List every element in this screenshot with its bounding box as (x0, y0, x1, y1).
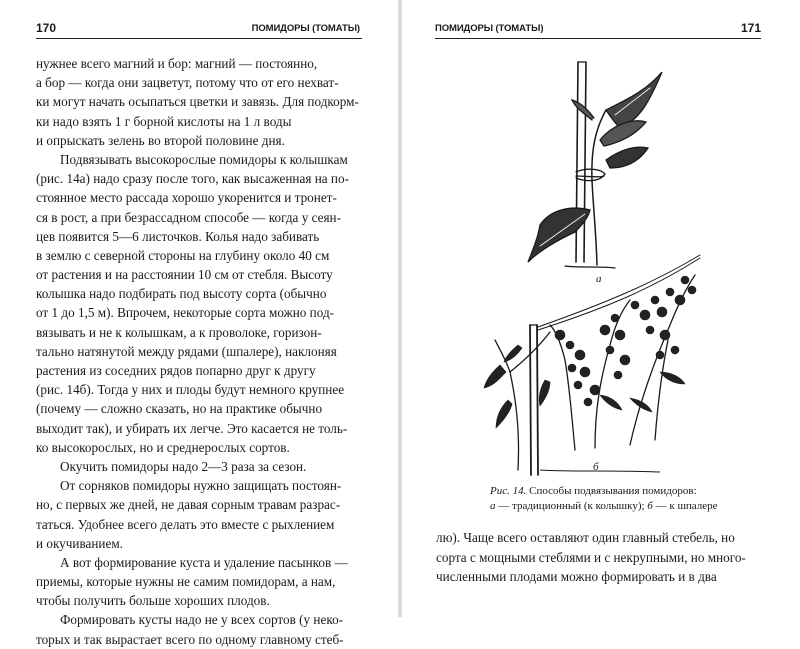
figure-caption (490, 484, 770, 514)
text-line: выходит так), и убирать их легче. Это касается не толь- (36, 420, 348, 436)
text-line: вязывать и не к колышкам, а к проволоке, горизон- (36, 324, 322, 340)
left-page-header (36, 22, 362, 39)
text-line: нужнее всего магний и бор: магний — постоянно, (36, 56, 318, 71)
text-line: лю). Чаще всего оставляют один главный стебель, но (436, 530, 735, 545)
figure-label-a: а (596, 273, 602, 285)
text-line: цев появится 5—6 листочков. Колья надо забивать (36, 228, 320, 244)
caption-title: Способы подвязывания помидоров: (529, 485, 697, 497)
caption-legend-line (490, 499, 770, 514)
caption-b-letter: б (647, 500, 653, 512)
text-line: Подвязывать высокорослые помидоры к колышкам (60, 151, 348, 167)
text-line: Окучить помидоры надо 2—3 раза за сезон. (60, 458, 307, 474)
figure-label-b: б (593, 461, 599, 473)
text-line: но, с первых же дней, не давая сорным травам разрас- (36, 497, 341, 513)
text-line: приемы, которые нужны не самим помидорам, а нам, (36, 574, 336, 590)
caption-b-text: — к шпалере (652, 500, 718, 512)
text-line: тально натянутой между рядами (шпалере), наклоняя (36, 343, 337, 359)
text-line: ко высокорослых, но и среднерослых сортов. (36, 439, 290, 455)
text-line: От сорняков помидоры нужно защищать постоян- (60, 478, 342, 494)
text-line: (рис. 14а) надо сразу после того, как высаженная на по- (36, 171, 349, 187)
figure-stake-illustration (400, 0, 800, 480)
text-line: и опрыскать зелень во второй половине дня. (36, 132, 285, 148)
right-page-number: 171 (740, 21, 761, 35)
text-line: (почему — сложно сказать, но на практике обычно (36, 401, 323, 417)
text-line: ки надо взять 1 г борной кислоты на 1 л воды (36, 113, 292, 129)
text-line: растения из соседних рядов попарно друг к другу (36, 363, 316, 378)
text-line: чтобы получить больше хороших плодов. (36, 593, 270, 609)
caption-figure-number: Рис. 14. (490, 485, 527, 497)
text-line: А вот формирование куста и удаление пасынков — (60, 554, 348, 570)
text-line: сорта с мощными стеблями и с некрупными, но много- (436, 549, 746, 565)
text-line: ки могут начать осыпаться цветки и завязь. Для подкорм- (36, 94, 359, 110)
text-line: от 1 до 1,5 м). Впрочем, некоторые сорта можно под- (36, 305, 335, 321)
left-page-number: 170 (36, 21, 57, 35)
text-line: Формировать кусты надо не у всех сортов (у неко- (60, 612, 344, 628)
text-line: колышка надо подбирать под высоту сорта (обычно (36, 286, 327, 302)
text-line: стоянное место рассада хорошо укоренится и тронет- (36, 190, 337, 206)
caption-a-letter: а (490, 500, 496, 512)
right-body-text (436, 528, 762, 587)
text-line: численными плодами можно формировать и в два (436, 569, 717, 585)
right-page (400, 0, 800, 617)
text-line: торых и так вырастает всего по одному главному стеб- (36, 631, 344, 647)
text-line: (рис. 14б). Тогда у них и плоды будут немного крупнее (36, 382, 345, 398)
left-running-head: ПОМИДОРЫ (ТОМАТЫ) (251, 23, 360, 34)
text-line: ся в рост, а при безрассадном способе — когда у сеян- (36, 209, 341, 225)
text-line: и окучиванием. (36, 535, 123, 551)
left-page (0, 0, 400, 647)
text-line: от растения и на расстоянии 10 см от стебля. Высоту (36, 267, 333, 283)
caption-title-line (490, 484, 770, 499)
text-line: таться. Удобнее всего делать это вместе с рыхлением (36, 516, 335, 532)
caption-a-text: — традиционный (к колышку); (495, 500, 648, 512)
text-line: а бор — когда они зацветут, потому что от его нехват- (36, 75, 339, 91)
text-line: в землю с северной стороны на глубину около 40 см (36, 247, 330, 263)
left-body-text (36, 54, 362, 649)
right-running-head: ПОМИДОРЫ (ТОМАТЫ) (435, 23, 544, 34)
